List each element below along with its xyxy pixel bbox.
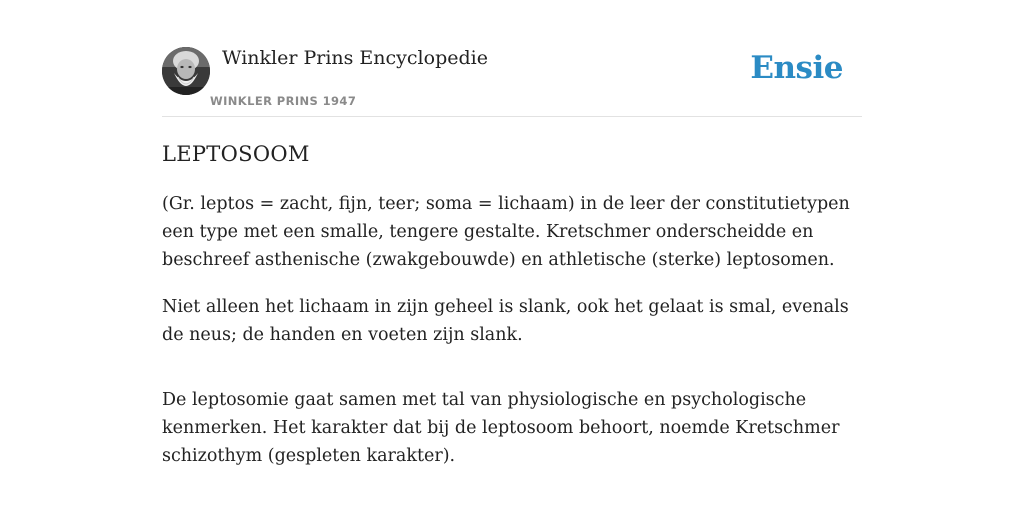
article-paragraph-1: (Gr. leptos = zacht, fijn, teer; soma = lichaam) in de leer der constitutietypen een type met een smalle, tengere gestalte. Kretschmer onderscheidde en beschreef asthenische (zwakgebouwde) en athletische (sterke) leptosomen.	[162, 194, 850, 270]
article	[162, 138, 862, 489]
source-subtitle: WINKLER PRINS 1947	[210, 94, 357, 108]
source-avatar[interactable]	[162, 47, 210, 95]
source-title[interactable]: Winkler Prins Encyclopedie	[222, 47, 488, 69]
article-headword: LEPTOSOOM	[162, 142, 310, 166]
article-paragraph-2: Niet alleen het lichaam in zijn geheel is slank, ook het gelaat is smal, evenals de neus; de handen en voeten zijn slank.	[162, 297, 849, 345]
source-header	[162, 46, 862, 117]
bearded-man-portrait-icon	[162, 47, 210, 95]
article-paragraph-3: De leptosomie gaat samen met tal van physiologische en psychologische kenmerken. Het karakter dat bij de leptosoom behoort, noemde Kretschmer schizothym (gespleten karakter).	[162, 390, 840, 466]
ensie-logo-link[interactable]: Ensie	[750, 50, 843, 86]
